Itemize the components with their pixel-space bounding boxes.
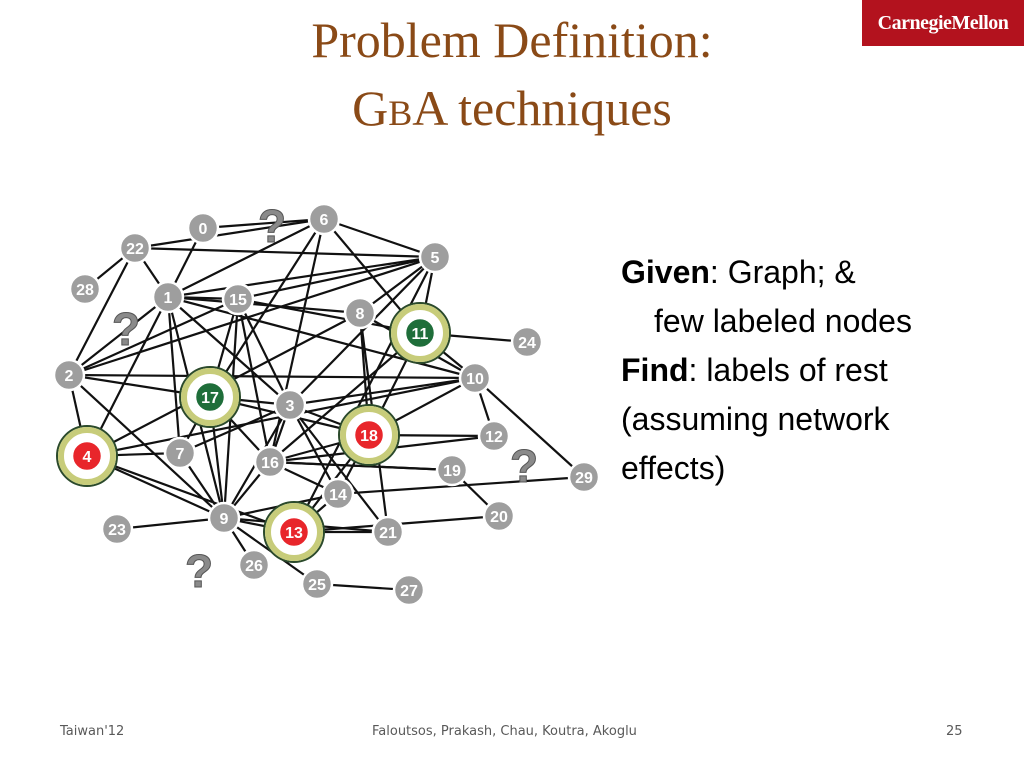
- node-label: 19: [443, 463, 461, 480]
- node-label: 8: [355, 306, 365, 323]
- find-line-2: (assuming network: [621, 401, 890, 437]
- node-label: 22: [126, 241, 144, 258]
- graph-node: [165, 438, 195, 468]
- find-label: Find: [621, 352, 689, 388]
- node-label: 27: [400, 583, 418, 600]
- given-label: Given: [621, 254, 710, 290]
- node-label: 23: [108, 522, 126, 539]
- title-letter-g: G: [352, 80, 389, 136]
- graph-node: [479, 421, 509, 451]
- footer-page-number: 25: [946, 724, 963, 739]
- graph-node: [373, 517, 403, 547]
- node-label: 18: [360, 428, 378, 445]
- problem-definition-text: [621, 248, 912, 493]
- question-mark-icon: ?: [509, 440, 539, 492]
- node-label: 20: [490, 509, 508, 526]
- find-text: : labels of rest: [688, 352, 888, 388]
- node-label: 9: [219, 511, 229, 528]
- find-line: [621, 346, 912, 395]
- node-label: 10: [466, 371, 484, 388]
- node-label: 28: [76, 282, 94, 299]
- find-line-3: effects): [621, 450, 726, 486]
- node-label: 6: [319, 212, 329, 229]
- graph-node: [420, 242, 450, 272]
- graph-node: [57, 426, 117, 486]
- graph-node: [390, 303, 450, 363]
- given-text: : Graph; &: [709, 254, 856, 290]
- slide-title-line1: Problem Definition:: [311, 12, 713, 68]
- graph-node: [70, 274, 100, 304]
- graph-node: [460, 363, 490, 393]
- graph-node: [209, 503, 239, 533]
- graph-node: [309, 204, 339, 234]
- graph-node: [153, 282, 183, 312]
- graph-node: [484, 501, 514, 531]
- graph-node: [437, 455, 467, 485]
- node-label: 13: [285, 525, 303, 542]
- given-line-2: few labeled nodes: [654, 303, 912, 339]
- graph-node: [569, 462, 599, 492]
- node-label: 3: [285, 398, 295, 415]
- node-label: 24: [518, 335, 536, 352]
- node-label: 11: [411, 326, 429, 343]
- node-label: 12: [485, 429, 503, 446]
- graph-edge: [69, 375, 475, 378]
- graph-node: [102, 514, 132, 544]
- question-mark-icon: ?: [257, 200, 287, 252]
- node-label: 17: [201, 390, 219, 407]
- question-mark-icon: ?: [111, 303, 141, 355]
- node-label: 2: [64, 368, 74, 385]
- question-mark-icon: ?: [184, 545, 214, 597]
- node-label: 1: [163, 290, 173, 307]
- graph-node: [302, 569, 332, 599]
- footer-authors: Faloutsos, Prakash, Chau, Koutra, Akoglu: [372, 724, 637, 739]
- node-label: 15: [229, 292, 247, 309]
- graph-node: [339, 405, 399, 465]
- graph-edge: [238, 299, 290, 405]
- graph-node: [188, 213, 218, 243]
- title-rest: A techniques: [412, 80, 672, 136]
- node-label: 25: [308, 577, 326, 594]
- footer-venue: Taiwan'12: [60, 724, 125, 739]
- graph-edges: [69, 219, 584, 590]
- graph-node: [345, 298, 375, 328]
- graph-node: [54, 360, 84, 390]
- node-label: 5: [430, 250, 440, 267]
- graph-node: [394, 575, 424, 605]
- given-line: [621, 248, 912, 297]
- graph-node: [255, 447, 285, 477]
- graph-node: [223, 284, 253, 314]
- graph-node: [512, 327, 542, 357]
- graph-node: [323, 479, 353, 509]
- node-label: 26: [245, 558, 263, 575]
- title-letter-b: B: [388, 93, 413, 133]
- node-label: 21: [379, 525, 397, 542]
- graph-edge: [290, 378, 475, 405]
- node-label: 4: [82, 449, 92, 466]
- graph-node: [264, 502, 324, 562]
- node-label: 16: [261, 455, 279, 472]
- graph-node: [239, 550, 269, 580]
- node-label: 14: [329, 487, 347, 504]
- graph-node: [275, 390, 305, 420]
- graph-node: [180, 367, 240, 427]
- graph-node: [120, 233, 150, 263]
- node-label: 7: [175, 446, 185, 463]
- university-logo: CarnegieMellon: [862, 0, 1024, 46]
- node-label: 0: [198, 221, 208, 238]
- node-label: 29: [575, 470, 593, 487]
